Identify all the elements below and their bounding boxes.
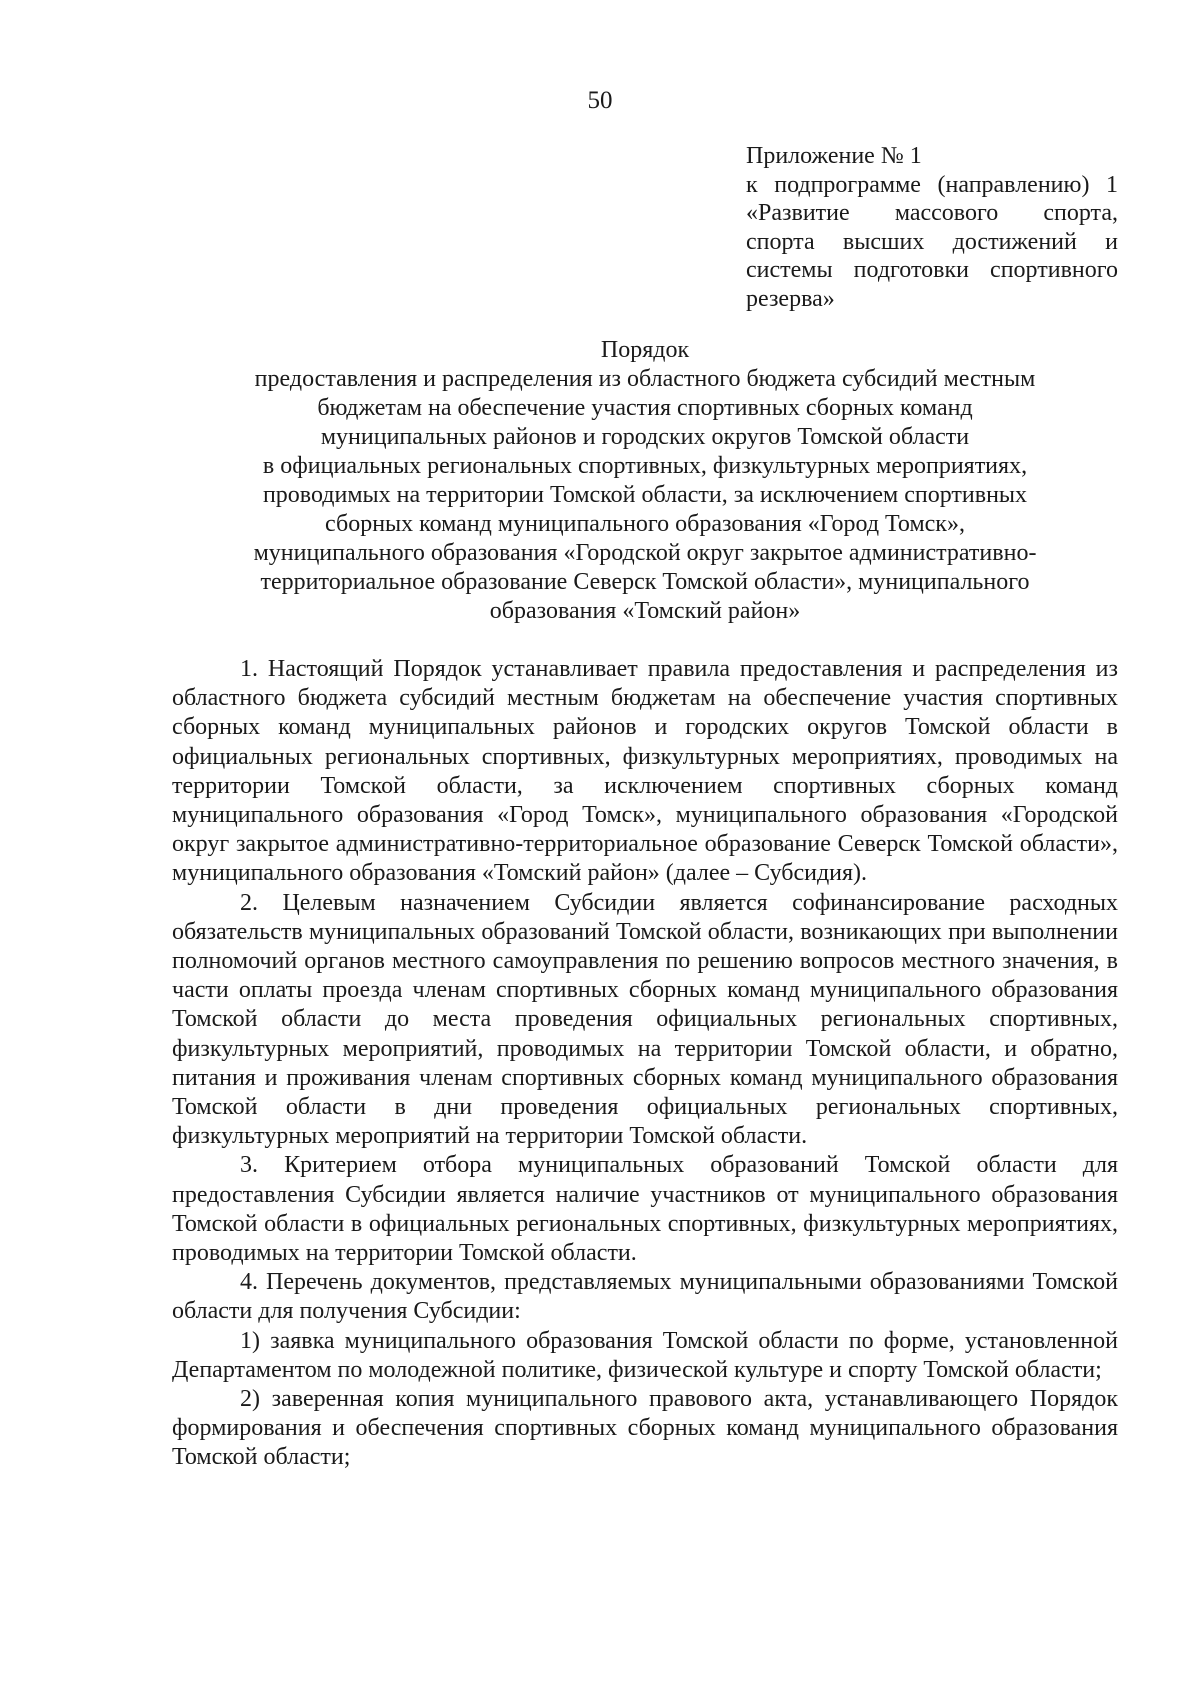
- title-subtitle-line: образования «Томский район»: [489, 598, 801, 624]
- paragraph-3: 3. Критерием отбора муниципальных образований Томской области для предоставления Субсидии является наличие участников от муниципального образования Томской области в официальных региональных спортивных, физкультурных мероприятиях, проводимых на территории Томской области.: [172, 1152, 1118, 1267]
- document-body: [172, 655, 1118, 1473]
- paragraph-4-item-1: 1) заявка муниципального образования Томской области по форме, установленной Департаментом по молодежной политике, физической культуре и спорту Томской области;: [172, 1327, 1118, 1383]
- title-subtitle-line: территориальное образование Северск Томской области», муниципального: [260, 569, 1030, 595]
- appendix-line: резерва»: [746, 285, 835, 312]
- paragraph-2: 2. Целевым назначением Субсидии является софинансирование расходных обязательств муниципальных образований Томской области, возникающих при выполнении полномочий органов местного самоуправления по решению вопросов местного значения, в части оплаты проезда членам спортивных сборных команд муниципального образования Томской области до места проведения официальных региональных спортивных, физкультурных мероприятий, проводимых на территории Томской области, и обратно, питания и проживания членам спортивных сборных команд муниципального образования Томской области в дни проведения официальных региональных спортивных, физкультурных мероприятий на территории Томской области.: [172, 889, 1118, 1150]
- title-subtitle-line: в официальных региональных спортивных, физкультурных мероприятиях,: [262, 453, 1028, 479]
- title-subtitle-line: предоставления и распределения из областного бюджета субсидий местным: [254, 366, 1036, 392]
- title-subtitle-line: проводимых на территории Томской области, за исключением спортивных: [262, 482, 1028, 508]
- appendix-line: «Развитие массового спорта,: [746, 200, 1118, 226]
- appendix-header: [746, 142, 1118, 313]
- paragraph-4-item-2: 2) заверенная копия муниципального правового акта, устанавливающего Порядок формирования и обеспечения спортивных сборных команд муниципального образования Томской области;: [172, 1386, 1118, 1471]
- title-subtitle-line: сборных команд муниципального образования «Город Томск»,: [325, 511, 965, 537]
- title-subtitle-line: муниципального образования «Городской округ закрытое административно-: [253, 540, 1037, 566]
- paragraph-1: 1. Настоящий Порядок устанавливает правила предоставления и распределения из областного бюджета субсидий местным бюджетам на обеспечение участия спортивных сборных команд муниципальных районов и городских округов Томской области в официальных региональных спортивных, физкультурных мероприятиях, проводимых на территории Томской области, за исключением спортивных сборных команд муниципального образования «Город Томск», муниципального образования «Городской округ закрытое административно-территориальное образование Северск Томской области», муниципального образования «Томский район» (далее – Субсидия).: [172, 656, 1118, 887]
- appendix-line: системы подготовки спортивного: [746, 257, 1118, 283]
- appendix-line: к подпрограмме (направлению) 1: [746, 171, 1118, 198]
- appendix-line: Приложение № 1: [746, 143, 922, 169]
- document-title: [170, 336, 1120, 626]
- title-subtitle-line: муниципальных районов и городских округов Томской области: [320, 424, 970, 450]
- title-subtitle-line: бюджетам на обеспечение участия спортивных сборных команд: [317, 395, 973, 421]
- paragraph-4: 4. Перечень документов, представляемых муниципальными образованиями Томской области для получения Субсидии:: [172, 1269, 1118, 1325]
- page-number: 50: [587, 87, 613, 114]
- title-main: Порядок: [600, 337, 690, 363]
- appendix-line: спорта высших достижений и: [746, 228, 1118, 255]
